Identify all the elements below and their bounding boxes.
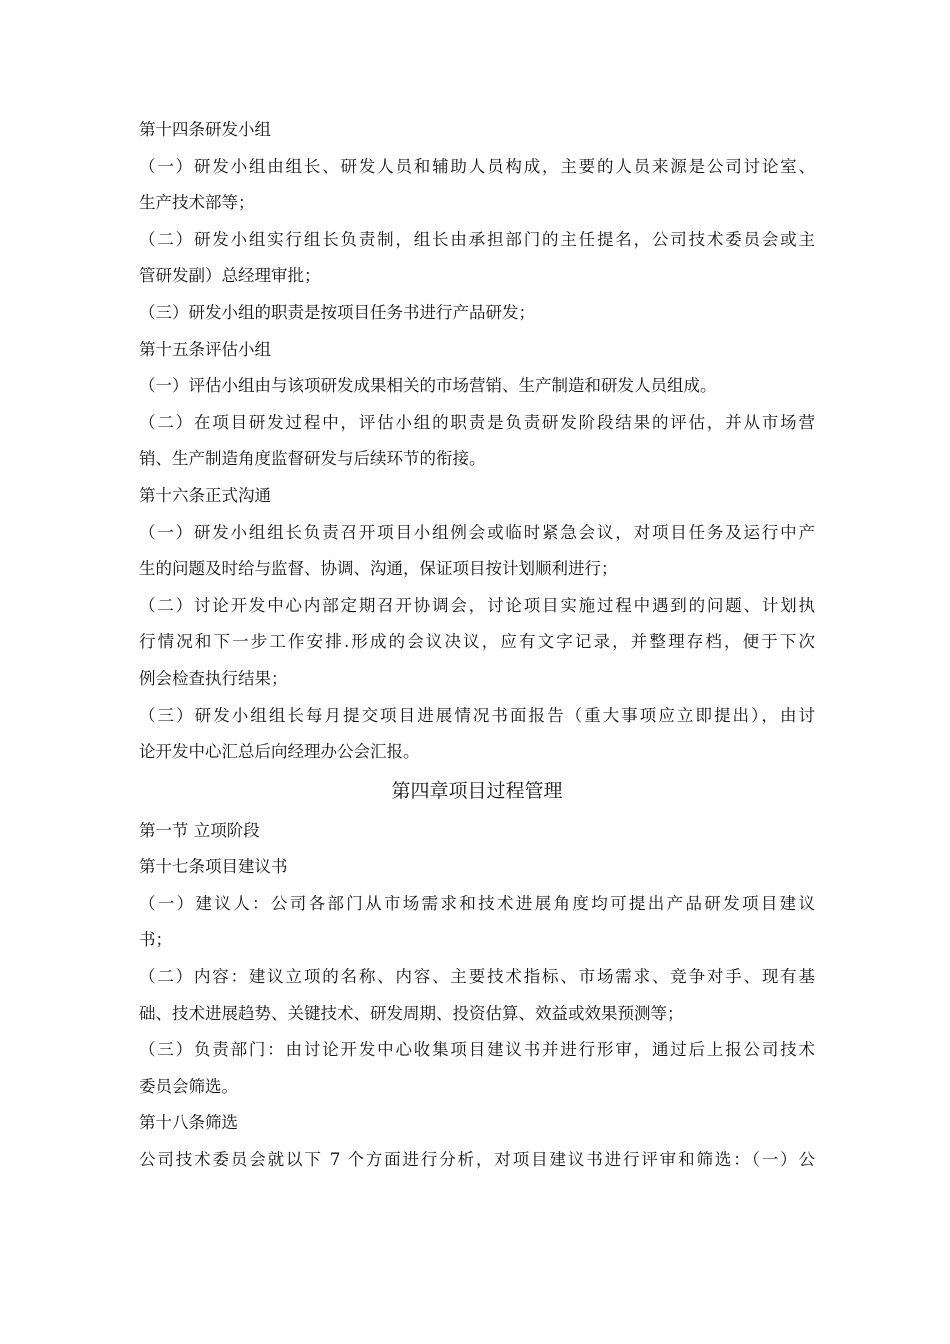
paragraph-line: 管研发副）总经理审批；	[139, 266, 321, 286]
section-heading: 第一节 立项阶段	[139, 820, 260, 840]
paragraph-line: 例会检查执行结果；	[139, 668, 288, 688]
paragraph-line: （二）内容：建议立项的名称、内容、主要技术指标、市场需求、竞争对手、现有基	[139, 967, 815, 987]
paragraph-line: （二）研发小组实行组长负责制，组长由承担部门的主任提名，公司技术委员会或主	[139, 229, 815, 249]
paragraph-line: （一）评估小组由与该项研发成果相关的市场营销、生产制造和研发人员组成。	[139, 376, 717, 396]
paragraph-line: 生的问题及时给与监督、协调、沟通，保证项目按计划顺利进行；	[139, 559, 618, 579]
article-heading: 第十六条正式沟通	[139, 485, 271, 505]
paragraph-line: （一）研发小组由组长、研发人员和辅助人员构成，主要的人员来源是公司讨论室、	[139, 156, 815, 176]
paragraph-line: （二）在项目研发过程中，评估小组的职责是负责研发阶段结果的评估，并从市场营	[139, 412, 815, 432]
paragraph-line: （一）研发小组组长负责召开项目小组例会或临时紧急会议，对项目任务及运行中产	[139, 522, 815, 542]
paragraph-line: （一）建议人：公司各部门从市场需求和技术进展角度均可提出产品研发项目建议	[139, 893, 815, 913]
article-heading: 第十五条评估小组	[139, 339, 271, 359]
paragraph-line: 销、生产制造角度监督研发与后续环节的衔接。	[139, 449, 486, 469]
article-heading: 第十八条筛选	[139, 1113, 238, 1133]
paragraph-line: 公司技术委员会就以下 7 个方面进行分析，对项目建议书进行评审和筛选：（一）公	[139, 1150, 815, 1170]
paragraph-line: 书；	[139, 930, 172, 950]
article-heading: 第十四条研发小组	[139, 120, 271, 139]
paragraph-line: 委员会筛选。	[139, 1076, 238, 1096]
paragraph-line: （二）讨论开发中心内部定期召开协调会，讨论项目实施过程中遇到的问题、计划执	[139, 595, 815, 615]
paragraph-line: 生产技术部等；	[139, 193, 255, 213]
paragraph-line: （三）研发小组组长每月提交项目进展情况书面报告（重大事项应立即提出），由讨	[139, 705, 815, 725]
paragraph-line: 础、技术进展趋势、关键技术、研发周期、投资估算、效益或效果预测等；	[139, 1003, 684, 1023]
chapter-title: 第四章项目过程管理	[391, 779, 563, 802]
paragraph-line: （三）负责部门：由讨论开发中心收集项目建议书并进行形审，通过后上报公司技术	[139, 1040, 815, 1060]
document-body	[139, 112, 815, 1179]
paragraph-line: （三）研发小组的职责是按项目任务书进行产品研发；	[139, 302, 535, 322]
article-heading: 第十七条项目建议书	[139, 857, 288, 877]
paragraph-line: 行情况和下一步工作安排.形成的会议决议，应有文字记录，并整理存档，便于下次	[139, 632, 815, 652]
paragraph-line: 论开发中心汇总后向经理办公会汇报。	[139, 742, 420, 762]
